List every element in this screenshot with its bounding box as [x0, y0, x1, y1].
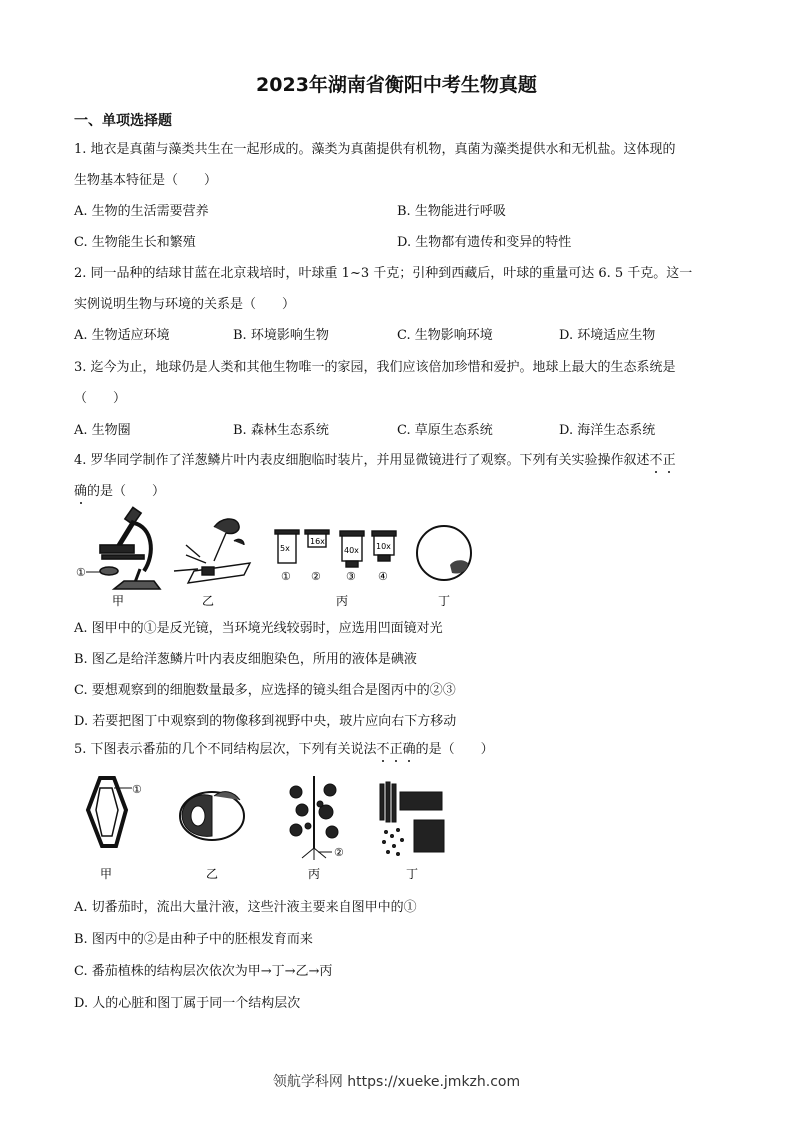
q5-marker-2: ② — [334, 846, 344, 859]
q2-stem-line2: 实例说明生物与环境的关系是（ ） — [74, 297, 296, 312]
plant-cell-drawing — [88, 778, 132, 846]
q4-emphasis-zheng: 正 — [662, 453, 676, 468]
q5-marker-1: ① — [132, 783, 142, 796]
q5-fig-label-ding: 丁 — [406, 867, 419, 881]
q2-option-d: D. 环境适应生物 — [559, 328, 656, 343]
q4-fig-label-jia: 甲 — [112, 594, 125, 608]
microscope-drawing — [86, 507, 160, 589]
q5-emphasis-zheng: 正 — [389, 742, 403, 757]
tomato-drawing — [180, 792, 244, 840]
q2-option-c: C. 生物影响环境 — [397, 328, 493, 343]
q3-option-c: C. 草原生态系统 — [397, 423, 493, 438]
q4-stem-text: 4. 罗华同学制作了洋葱鳞片叶内表皮细胞临时装片，并用显微镜进行了观察。下列有关实验操作叙述 — [74, 453, 650, 468]
lens-label-1: 5x — [280, 544, 290, 553]
q5-fig-label-jia: 甲 — [100, 867, 113, 881]
q4-figure — [74, 505, 494, 615]
q4-fig-label-bing: 丙 — [336, 594, 349, 608]
q5-figure — [74, 770, 464, 890]
q4-emphasis-que: 确 — [74, 484, 88, 499]
tomato-plant-drawing — [290, 776, 338, 860]
q3-option-b: B. 森林生态系统 — [233, 423, 329, 438]
q5-option-b: B. 图丙中的②是由种子中的胚根发育而来 — [74, 932, 313, 947]
tissue-drawing — [380, 782, 444, 856]
fig-marker-1: ① — [76, 566, 86, 579]
q4-stem-text2: 的是（ ） — [87, 484, 166, 499]
q5-emphasis-que: 确 — [402, 742, 416, 757]
q5-stem-text: 5. 下图表示番茄的几个不同结构层次，下列有关说法 — [74, 742, 377, 757]
q1-option-b: B. 生物能进行呼吸 — [397, 204, 506, 219]
lens-num-1: ① — [281, 570, 291, 583]
lens-label-2: 16x — [310, 537, 325, 546]
q5-stem-text2: 的是（ ） — [415, 742, 494, 757]
q5-stem-line1 — [74, 741, 494, 759]
q1-option-c: C. 生物能生长和繁殖 — [74, 235, 196, 250]
lens-label-3: 40x — [344, 546, 359, 555]
q5-fig-label-bing: 丙 — [308, 867, 321, 881]
q4-option-d: D. 若要把图丁中观察到的物像移到视野中央，玻片应向右下方移动 — [74, 714, 457, 729]
field-of-view-drawing — [417, 526, 471, 580]
q5-option-d: D. 人的心脏和图丁属于同一个结构层次 — [74, 996, 301, 1011]
q4-fig-label-ding: 丁 — [438, 594, 451, 608]
page-title: 2023年湖南省衡阳中考生物真题 — [256, 74, 537, 96]
q5-option-c: C. 番茄植株的结构层次依次为甲→丁→乙→丙 — [74, 964, 333, 979]
q1-stem-line2: 生物基本特征是（ ） — [74, 173, 218, 188]
q3-stem-line2: （ ） — [74, 391, 127, 406]
q3-stem-line1: 3. 迄今为止，地球仍是人类和其他生物唯一的家园，我们应该倍加珍惜和爱护。地球上最大的生态系统是 — [74, 360, 676, 375]
footer-watermark: 领航学科网 https://xueke.jmkzh.com — [272, 1074, 521, 1090]
q5-fig-label-yi: 乙 — [206, 867, 219, 881]
q4-stem-line1 — [74, 452, 676, 470]
q3-option-a: A. 生物圈 — [74, 423, 131, 438]
q2-stem-line1: 2. 同一品种的结球甘蓝在北京栽培时，叶球重 1~3 千克；引种到西藏后，叶球的重量可达 6. 5 千克。这一 — [74, 266, 693, 281]
q4-option-b: B. 图乙是给洋葱鳞片叶内表皮细胞染色，所用的液体是碘液 — [74, 652, 417, 667]
q5-emphasis-bu: 不 — [376, 742, 390, 757]
lens-num-2: ② — [311, 570, 321, 583]
lens-num-4: ④ — [378, 570, 388, 583]
q5-option-a: A. 切番茄时，流出大量汁液，这些汁液主要来自图甲中的① — [74, 900, 417, 915]
section-heading: 一、单项选择题 — [74, 113, 172, 129]
q4-fig-label-yi: 乙 — [202, 594, 215, 608]
q2-option-b: B. 环境影响生物 — [233, 328, 329, 343]
staining-drawing — [174, 519, 250, 583]
q4-option-a: A. 图甲中的①是反光镜，当环境光线较弱时，应选用凹面镜对光 — [74, 621, 443, 636]
q1-option-d: D. 生物都有遗传和变异的特性 — [397, 235, 572, 250]
lens-num-3: ③ — [346, 570, 356, 583]
q1-option-a: A. 生物的生活需要营养 — [74, 204, 209, 219]
q4-emphasis-bu: 不 — [649, 453, 663, 468]
q1-stem-line1: 1. 地衣是真菌与藻类共生在一起形成的。藻类为真菌提供有机物，真菌为藻类提供水和无机盐。这体现的 — [74, 142, 676, 157]
q2-option-a: A. 生物适应环境 — [74, 328, 170, 343]
q3-option-d: D. 海洋生态系统 — [559, 423, 656, 438]
q4-stem-line2 — [74, 483, 165, 501]
q4-option-c: C. 要想观察到的细胞数量最多，应选择的镜头组合是图丙中的②③ — [74, 683, 456, 698]
lens-label-4: 10x — [376, 542, 391, 551]
